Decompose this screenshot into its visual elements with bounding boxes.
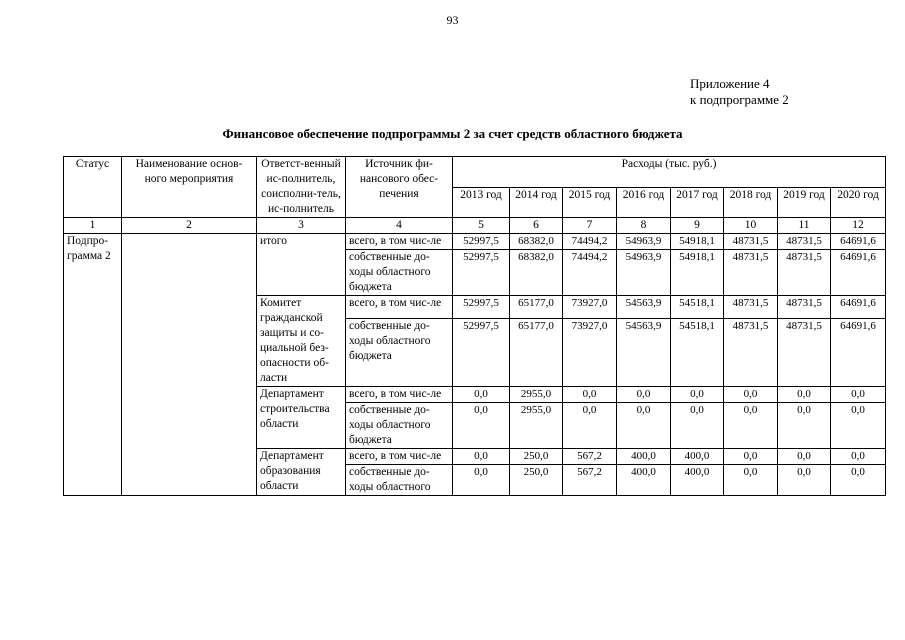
value-cell: 74494,2 [563,250,617,296]
column-number: 12 [831,218,886,234]
value-cell: 54518,1 [671,319,724,387]
source-cell: всего, в том чис-ле [346,234,453,250]
value-cell: 48731,5 [724,250,778,296]
column-number: 2 [122,218,257,234]
value-cell: 48731,5 [778,296,831,319]
executor-cell: итого [257,234,346,296]
value-cell: 0,0 [778,449,831,465]
header-year: 2016 год [617,187,671,218]
value-cell: 52997,5 [453,296,510,319]
value-cell: 73927,0 [563,296,617,319]
executor-cell: Департамент строительства области [257,387,346,449]
value-cell: 0,0 [671,403,724,449]
value-cell: 250,0 [510,449,563,465]
column-number: 9 [671,218,724,234]
value-cell: 567,2 [563,465,617,496]
header-executor: Ответст-венный ис-полнитель, соисполни-тель, ис-полнитель [257,157,346,218]
document-title: Финансовое обеспечение подпрограммы 2 за счет средств областного бюджета [222,126,683,141]
value-cell: 54918,1 [671,250,724,296]
value-cell: 0,0 [831,387,886,403]
column-number: 3 [257,218,346,234]
value-cell: 567,2 [563,449,617,465]
value-cell: 0,0 [617,387,671,403]
value-cell: 0,0 [724,449,778,465]
header-expenses: Расходы (тыс. руб.) [453,157,886,188]
header-measure: Наименование основ-ного мероприятия [122,157,257,218]
value-cell: 0,0 [724,387,778,403]
appendix-line-2: к подпрограмме 2 [690,92,789,107]
value-cell: 68382,0 [510,250,563,296]
column-number: 8 [617,218,671,234]
source-cell: собственные до-ходы областного [346,465,453,496]
value-cell: 52997,5 [453,234,510,250]
value-cell: 0,0 [453,403,510,449]
value-cell: 0,0 [563,387,617,403]
value-cell: 0,0 [453,449,510,465]
executor-cell: Департамент образования области [257,449,346,496]
measure-cell [122,234,257,496]
column-number: 6 [510,218,563,234]
financing-table [63,156,886,496]
value-cell: 52997,5 [453,250,510,296]
value-cell: 64691,6 [831,234,886,250]
value-cell: 0,0 [831,465,886,496]
value-cell: 54963,9 [617,250,671,296]
column-numbers-row [64,218,886,234]
value-cell: 54563,9 [617,296,671,319]
column-number: 7 [563,218,617,234]
value-cell: 2955,0 [510,403,563,449]
header-year: 2020 год [831,187,886,218]
value-cell: 400,0 [617,465,671,496]
value-cell: 54518,1 [671,296,724,319]
page-number: 93 [446,13,459,27]
source-cell: собственные до-ходы областного бюджета [346,319,453,387]
value-cell: 0,0 [563,403,617,449]
source-cell: всего, в том чис-ле [346,449,453,465]
source-cell: собственные до-ходы областного бюджета [346,403,453,449]
value-cell: 54918,1 [671,234,724,250]
status-cell: Подпро-грамма 2 [64,234,122,496]
value-cell: 65177,0 [510,319,563,387]
value-cell: 400,0 [671,465,724,496]
value-cell: 54963,9 [617,234,671,250]
value-cell: 64691,6 [831,296,886,319]
value-cell: 0,0 [831,449,886,465]
value-cell: 0,0 [453,387,510,403]
header-year: 2017 год [671,187,724,218]
header-year: 2014 год [510,187,563,218]
column-number: 11 [778,218,831,234]
value-cell: 0,0 [617,403,671,449]
value-cell: 0,0 [778,465,831,496]
executor-cell: Комитет гражданской защиты и со-циальной без-опасности об-ласти [257,296,346,387]
value-cell: 0,0 [453,465,510,496]
header-year: 2018 год [724,187,778,218]
value-cell: 2955,0 [510,387,563,403]
source-cell: всего, в том чис-ле [346,387,453,403]
value-cell: 0,0 [724,403,778,449]
value-cell: 68382,0 [510,234,563,250]
appendix-note [690,76,789,108]
header-year: 2015 год [563,187,617,218]
column-number: 10 [724,218,778,234]
value-cell: 73927,0 [563,319,617,387]
column-number: 5 [453,218,510,234]
value-cell: 0,0 [671,387,724,403]
value-cell: 48731,5 [778,234,831,250]
header-row [64,157,886,188]
header-source: Источник фи-нансового обес-печения [346,157,453,218]
value-cell: 54563,9 [617,319,671,387]
value-cell: 48731,5 [724,234,778,250]
header-year: 2013 год [453,187,510,218]
source-cell: всего, в том чис-ле [346,296,453,319]
value-cell: 52997,5 [453,319,510,387]
value-cell: 0,0 [724,465,778,496]
value-cell: 0,0 [778,403,831,449]
value-cell: 0,0 [831,403,886,449]
value-cell: 400,0 [617,449,671,465]
value-cell: 48731,5 [778,250,831,296]
value-cell: 48731,5 [724,296,778,319]
value-cell: 65177,0 [510,296,563,319]
value-cell: 64691,6 [831,319,886,387]
value-cell: 64691,6 [831,250,886,296]
table-row [64,234,886,250]
value-cell: 74494,2 [563,234,617,250]
value-cell: 250,0 [510,465,563,496]
value-cell: 0,0 [778,387,831,403]
header-status: Статус [64,157,122,218]
header-year: 2019 год [778,187,831,218]
value-cell: 48731,5 [778,319,831,387]
source-cell: собственные до-ходы областного бюджета [346,250,453,296]
value-cell: 48731,5 [724,319,778,387]
column-number: 1 [64,218,122,234]
appendix-line-1: Приложение 4 [690,76,770,91]
value-cell: 400,0 [671,449,724,465]
column-number: 4 [346,218,453,234]
